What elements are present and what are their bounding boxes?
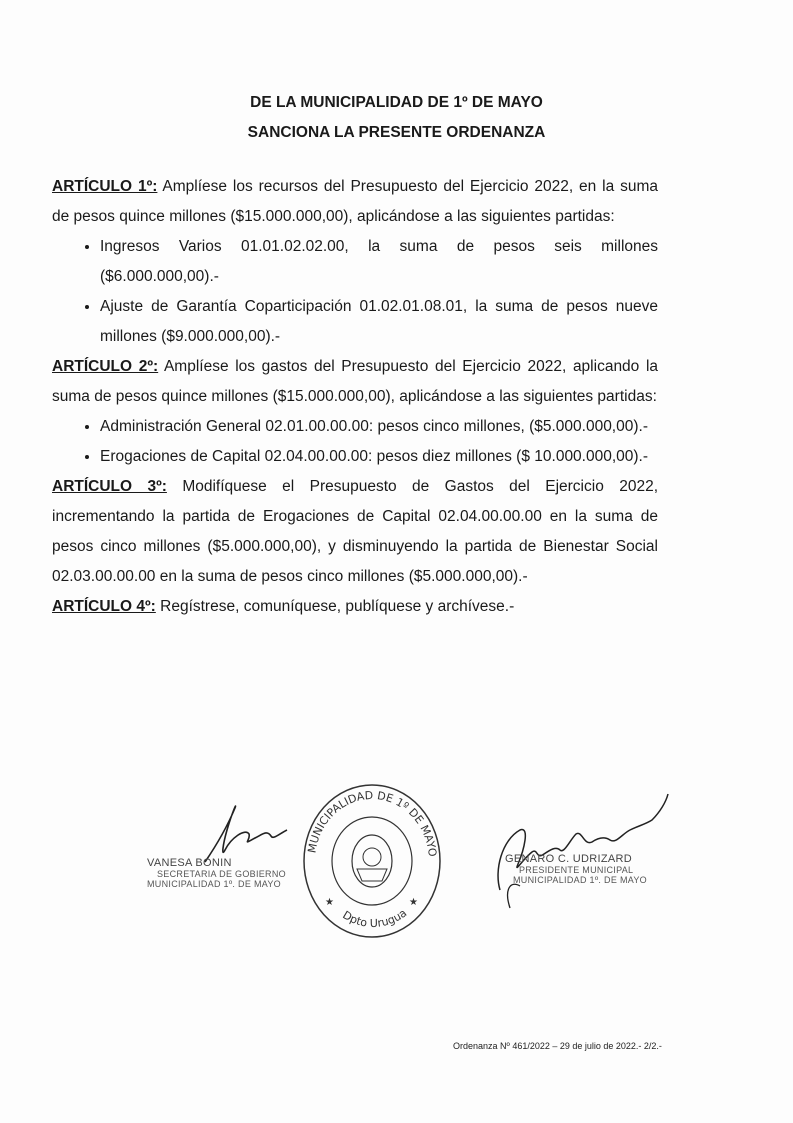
seal-top-text: MUNICIPALIDAD DE 1º DE MAYO — [305, 788, 439, 858]
article-4-text: Regístrese, comuníquese, publíquese y archívese.- — [155, 598, 515, 615]
signature-right — [505, 853, 647, 885]
signature-right-org: MUNICIPALIDAD 1º. DE MAYO — [513, 875, 647, 885]
article-3-label: ARTÍCULO 3º: — [52, 478, 167, 495]
signature-left-org: MUNICIPALIDAD 1º. DE MAYO — [147, 879, 281, 889]
signature-left — [147, 857, 286, 889]
article-2-text: Amplíese los gastos del Presupuesto del Ejercicio 2022, aplicando la suma de pesos quince millones ($15.000.000,00), aplicándose a las siguientes partidas: — [52, 358, 659, 405]
article-4-label: ARTÍCULO 4º: — [52, 598, 156, 615]
signature-right-name: GENARO C. UDRIZARD — [505, 853, 633, 865]
article-3 — [52, 472, 658, 592]
header-line-2: SANCIONA LA PRESENTE ORDENANZA — [247, 124, 546, 141]
article-2 — [52, 352, 658, 412]
article-1 — [52, 172, 658, 232]
signature-left-name: VANESA BONIN — [147, 857, 232, 869]
svg-text:★: ★ — [409, 897, 418, 908]
seal-bottom-text: Dpto Urugua — [340, 906, 410, 930]
svg-text:★: ★ — [325, 897, 334, 908]
signature-right-title: PRESIDENTE MUNICIPAL — [519, 865, 634, 875]
article-2-list — [52, 412, 658, 472]
municipal-seal — [297, 773, 447, 943]
list-item: • Erogaciones de Capital 02.04.00.00.00: pesos diez millones ($ 10.000.000,00).- — [100, 442, 658, 472]
article-1-text: Amplíese los recursos del Presupuesto del Ejercicio 2022, en la suma de pesos quince millones ($15.000.000,00), aplicándose a las siguientes partidas: — [52, 178, 659, 225]
article-4 — [52, 592, 658, 622]
ordinance-body — [52, 172, 658, 622]
header-line-1: DE LA MUNICIPALIDAD DE 1º DE MAYO — [250, 94, 543, 111]
article-3-text: Modifíquese el Presupuesto de Gastos del Ejercicio 2022, incrementando la partida de Erogaciones de Capital 02.04.00.00.00 en la suma de pesos cinco millones ($5.000.000,00), y disminuyendo la partida de Bienestar Social 02.03.00.00.00 en la suma de pesos cinco millones ($5.000.000,00).- — [52, 478, 659, 585]
signature-left-title: SECRETARIA DE GOBIERNO — [157, 869, 286, 879]
header — [0, 88, 793, 148]
article-1-label: ARTÍCULO 1º: — [52, 178, 158, 195]
list-item: • Ingresos Varios 01.01.02.02.00, la suma de pesos seis millones ($6.000.000,00).- — [100, 232, 658, 292]
article-2-label: ARTÍCULO 2º: — [52, 358, 159, 375]
article-1-list — [52, 232, 658, 352]
svg-text:MUNICIPALIDAD DE 1º DE MAYO — [305, 789, 439, 858]
footer-reference: Ordenanza Nº 461/2022 – 29 de julio de 2022.- 2/2.- — [453, 1041, 662, 1051]
list-item: • Ajuste de Garantía Coparticipación 01.02.01.08.01, la suma de pesos nueve millones ($9.000.000,00).- — [100, 292, 658, 352]
list-item: • Administración General 02.01.00.00.00: pesos cinco millones, ($5.000.000,00).- — [100, 412, 658, 442]
